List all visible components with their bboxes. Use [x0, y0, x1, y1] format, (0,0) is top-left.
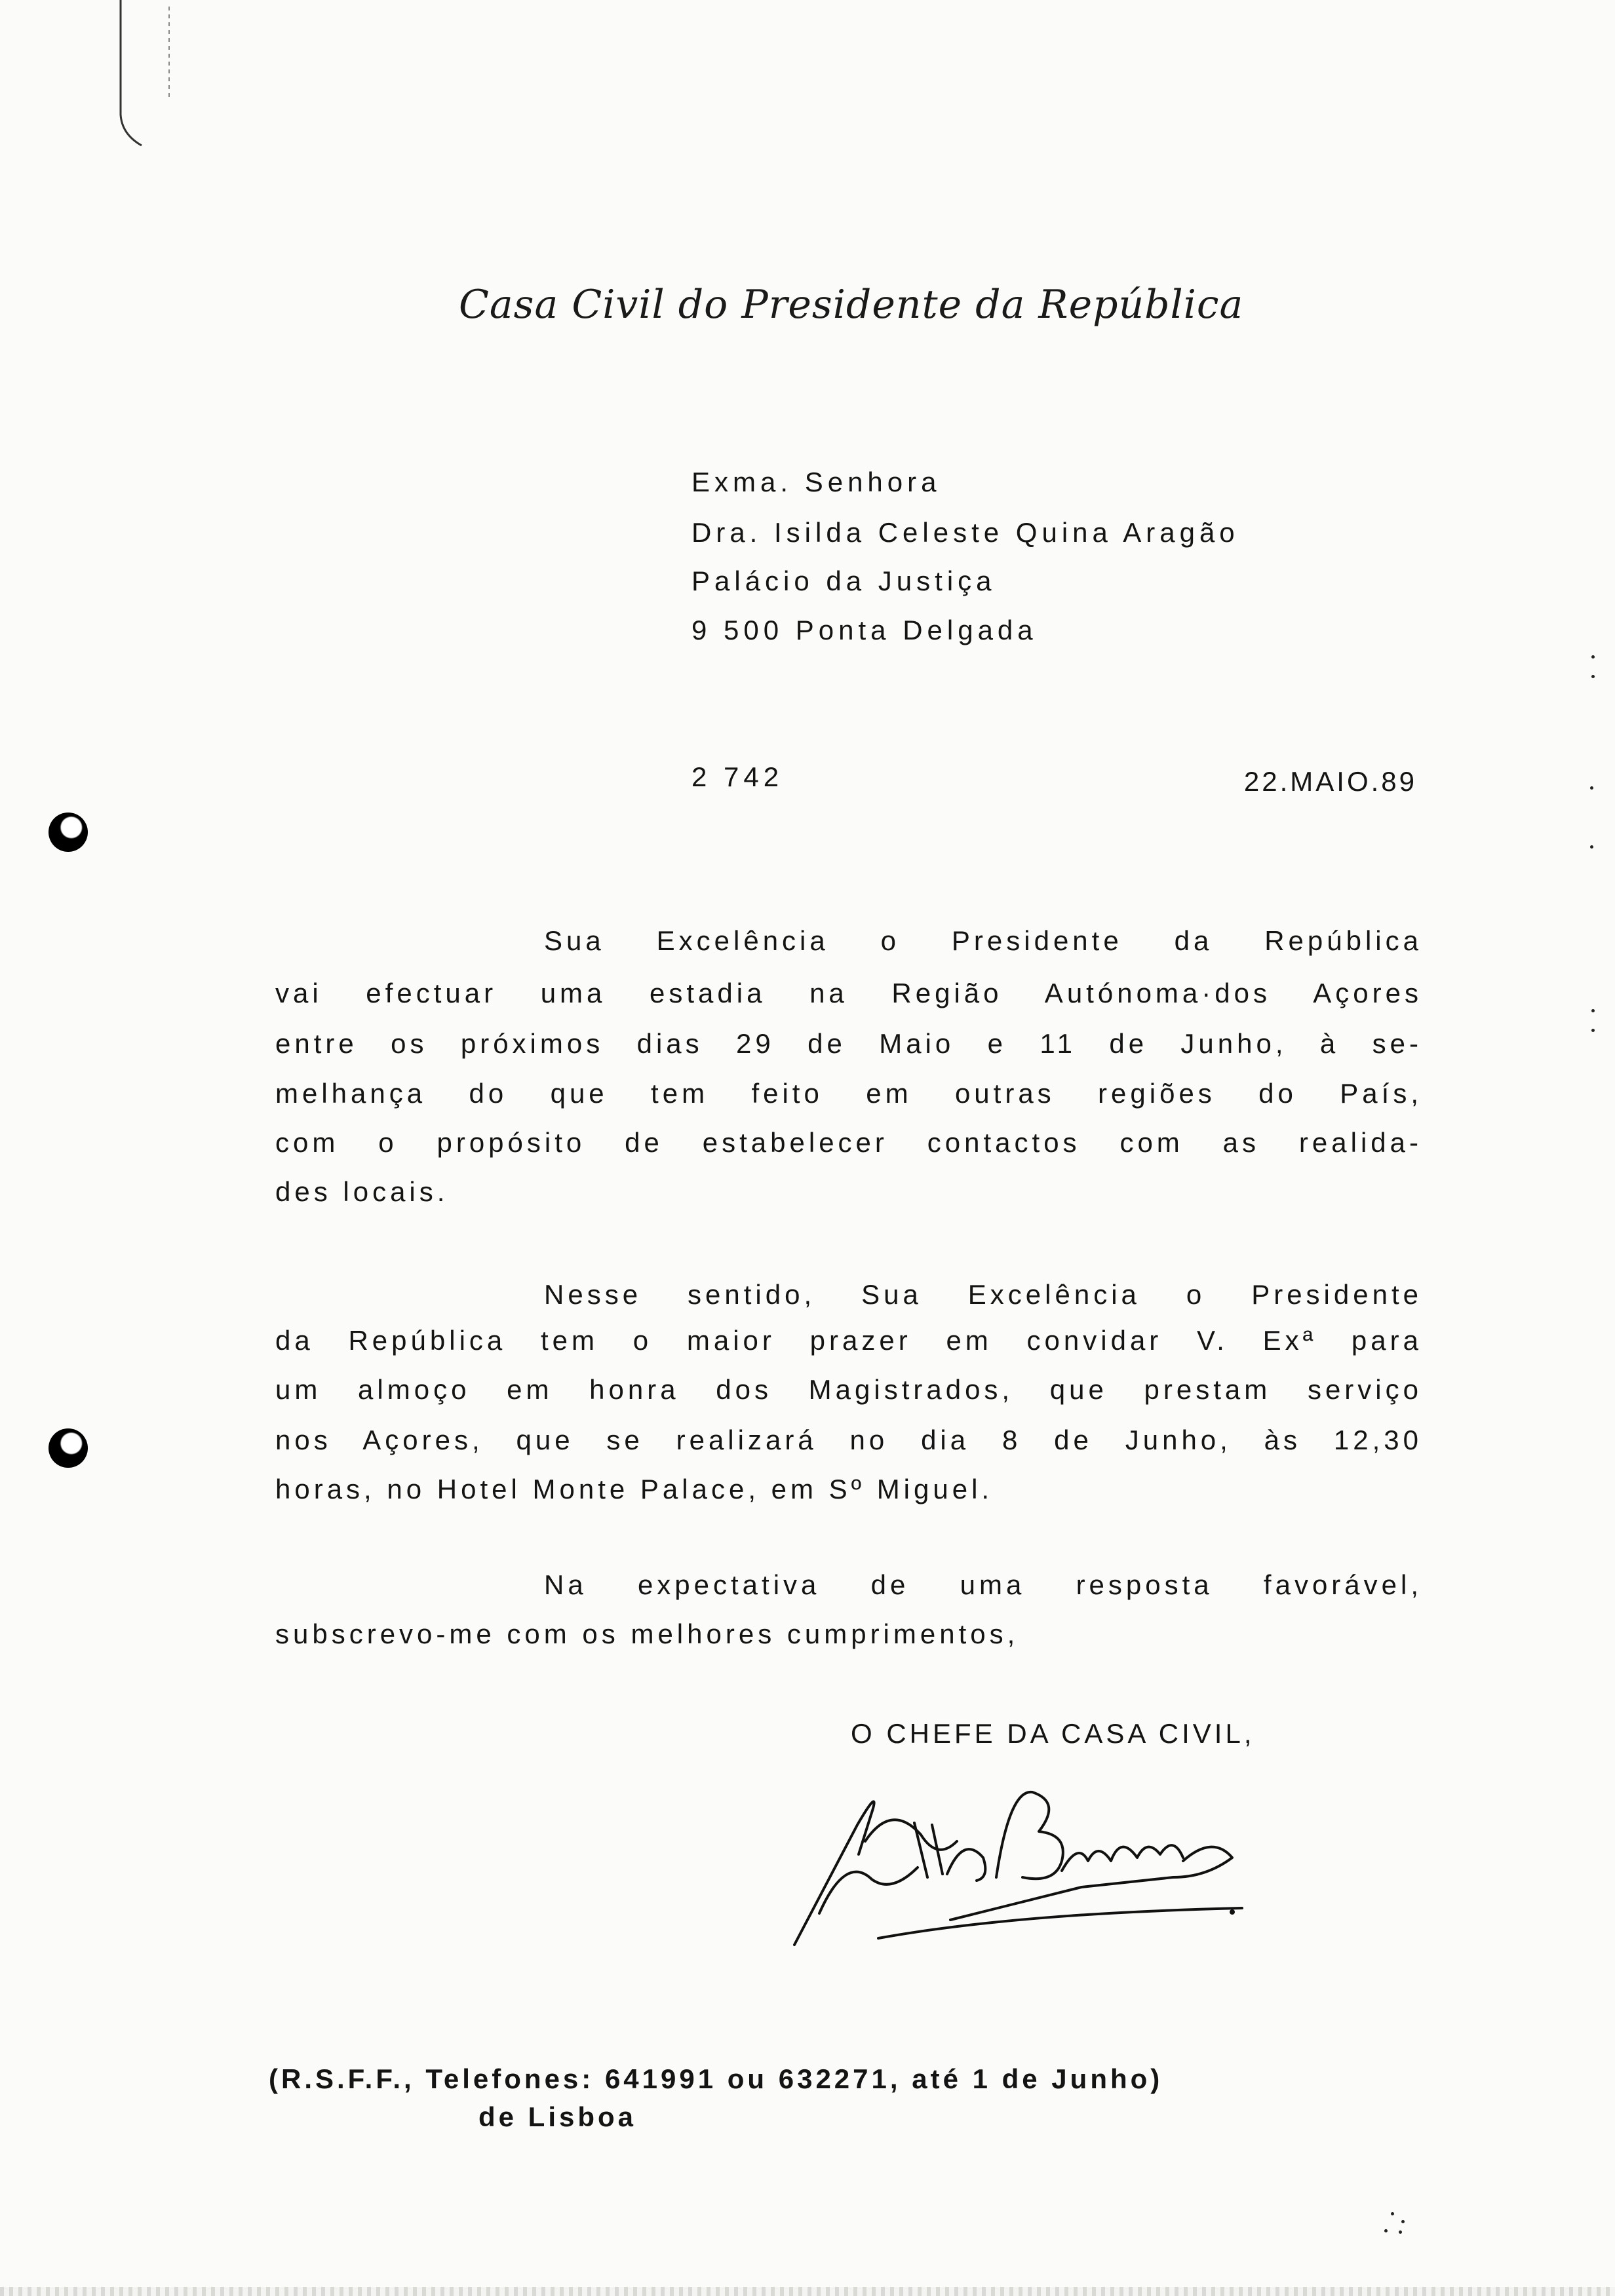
reference-number: 2 742 — [691, 761, 784, 792]
punch-hole-top — [49, 813, 88, 852]
paragraph-2-line: Nesse sentido, Sua Excelência o Presidente — [544, 1279, 1422, 1310]
addressee-line-3: Palácio da Justiça — [691, 565, 996, 596]
footer-line-1: (R.S.F.F., Telefones: 641991 ou 632271, até 1 de Junho) — [269, 2063, 1163, 2094]
signature — [780, 1763, 1304, 1959]
edge-speck — [1591, 655, 1595, 659]
edge-speck — [1590, 786, 1593, 790]
addressee-line-2: Dra. Isilda Celeste Quina Aragão — [691, 517, 1239, 548]
addressee-line-4: 9 500 Ponta Delgada — [691, 615, 1038, 645]
speck — [1391, 2212, 1394, 2215]
footer-line-2: de Lisboa — [478, 2101, 637, 2132]
edge-speck — [1590, 845, 1593, 849]
margin-bracket-mark — [111, 0, 190, 157]
speck — [1401, 2220, 1405, 2223]
paragraph-3-line: subscrevo-me com os melhores cumprimentos, — [275, 1618, 1019, 1649]
paragraph-1-line: vai efectuar uma estadia na Região Autónoma·dos Açores — [275, 978, 1422, 1008]
paragraph-1-line: Sua Excelência o Presidente da República — [544, 925, 1422, 956]
paragraph-3-line: Na expectativa de uma resposta favorável, — [544, 1569, 1422, 1600]
paragraph-2-line: nos Açores, que se realizará no dia 8 de Junho, às 12,30 — [275, 1425, 1422, 1455]
closing-title: O CHEFE DA CASA CIVIL, — [851, 1718, 1255, 1749]
paragraph-1-line: des locais. — [275, 1176, 449, 1207]
paragraph-2-line: um almoço em honra dos Magistrados, que prestam serviço — [275, 1374, 1422, 1405]
addressee-line-1: Exma. Senhora — [691, 467, 941, 497]
paragraph-1-line: melhança do que tem feito em outras regiões do País, — [275, 1078, 1422, 1109]
letter-date: 22.MAIO.89 — [1243, 766, 1417, 797]
paragraph-2-line: da República tem o maior prazer em convidar V. Exª para — [275, 1325, 1422, 1356]
edge-speck — [1591, 1029, 1595, 1032]
edge-speck — [1591, 1009, 1595, 1012]
paragraph-1-line: com o propósito de estabelecer contactos com as realida- — [275, 1127, 1422, 1158]
paragraph-2-line: horas, no Hotel Monte Palace, em Sº Miguel. — [275, 1474, 994, 1504]
punch-hole-bottom — [49, 1428, 88, 1468]
letterhead: Casa Civil do Presidente da República — [459, 282, 1244, 328]
speck — [1384, 2229, 1388, 2232]
paragraph-1-line: entre os próximos dias 29 de Maio e 11 de Junho, à se- — [275, 1028, 1422, 1059]
scan-edge-strip — [0, 2287, 1615, 2296]
speck — [1399, 2230, 1402, 2234]
edge-speck — [1591, 675, 1595, 678]
